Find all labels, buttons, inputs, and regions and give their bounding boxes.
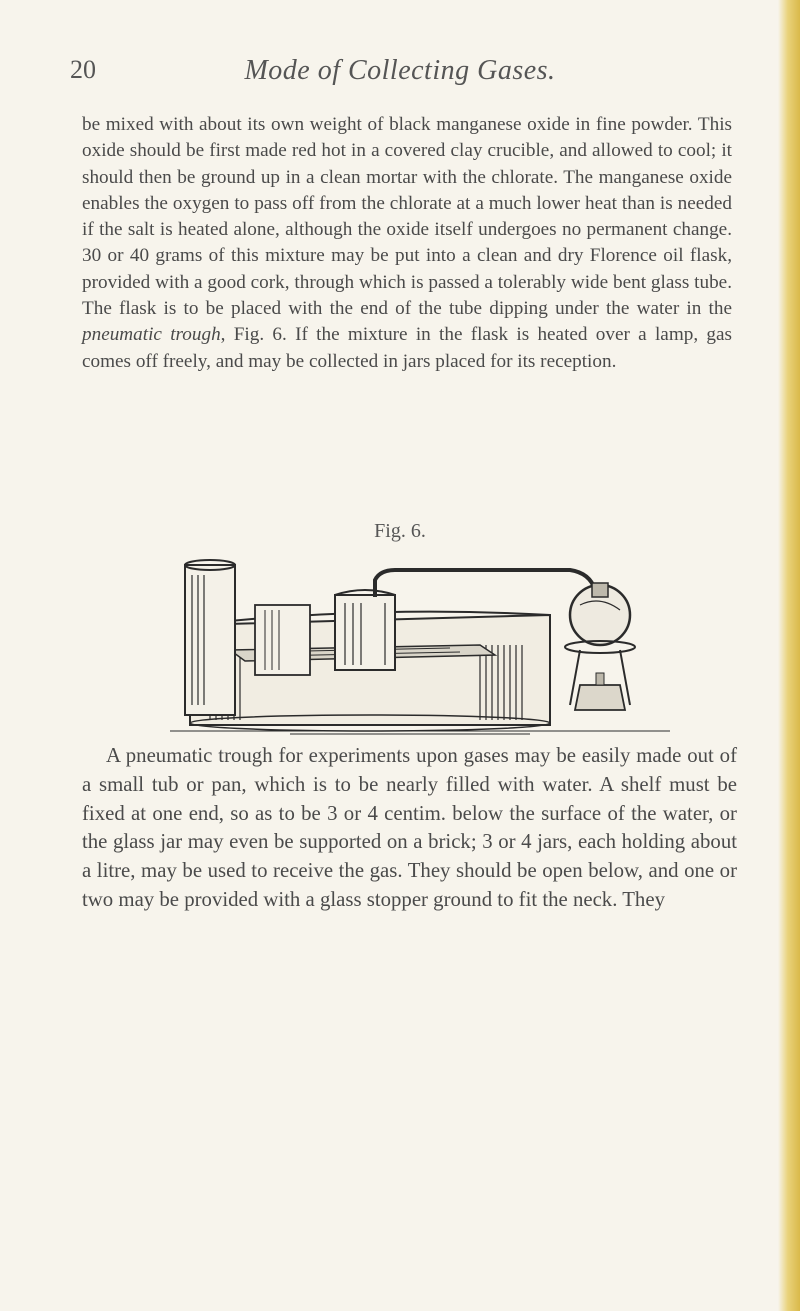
florence-flask bbox=[570, 583, 630, 645]
ground-shadow bbox=[170, 731, 670, 734]
gas-jar-large bbox=[185, 560, 235, 715]
paragraph-1-start: be mixed with about its own weight of black manganese oxide in fine powder. This oxide should be first made red hot in a covered clay crucible, and allowed to cool; it should then be ground up in a clean mortar with the chlorate. The manganese oxide enables the oxygen to pass off from the chlorate at a much lower heat than is needed if the salt is heated alone, although the oxide itself undergoes no permanent change. 30 or 40 grams of this mixture may be put into a clean and dry Florence oil flask, provided with a good cork, through which is passed a tolerably wide bent glass tube. The flask is to be placed with the end of the tube dipping under the water in the bbox=[82, 114, 732, 320]
gas-jar-on-shelf bbox=[335, 590, 395, 670]
paragraph-1 bbox=[82, 112, 732, 375]
pneumatic-trough-term: pneumatic trough bbox=[82, 324, 221, 346]
page-edge-discoloration bbox=[778, 0, 800, 1311]
page-number: 20 bbox=[70, 55, 96, 84]
figure-label: Fig. 6. bbox=[374, 520, 426, 542]
running-title: Mode of Collecting Gases. bbox=[244, 55, 556, 86]
gas-jar-third bbox=[255, 605, 310, 675]
page-header bbox=[70, 55, 730, 89]
pneumatic-trough-illustration bbox=[150, 555, 690, 735]
bent-glass-tube bbox=[375, 570, 595, 597]
paragraph-1-end: , Fig. 6. If the mixture in the flask is heated over a lamp, gas comes off freely, and may be collected in jars placed for its reception. bbox=[82, 324, 732, 372]
spirit-lamp bbox=[575, 673, 625, 710]
paragraph-2: A pneumatic trough for experiments upon gases may be easily made out of a small tub or pan, which is to be nearly filled with water. A shelf must be fixed at one end, so as to be 3 or 4 centim. below the surface of the water, or the glass jar may even be supported on a brick; 3 or 4 jars, each holding about a litre, may be used to receive the gas. They should be open below, and one or two may be provided with a glass stopper ground to fit the neck. They bbox=[82, 744, 737, 911]
